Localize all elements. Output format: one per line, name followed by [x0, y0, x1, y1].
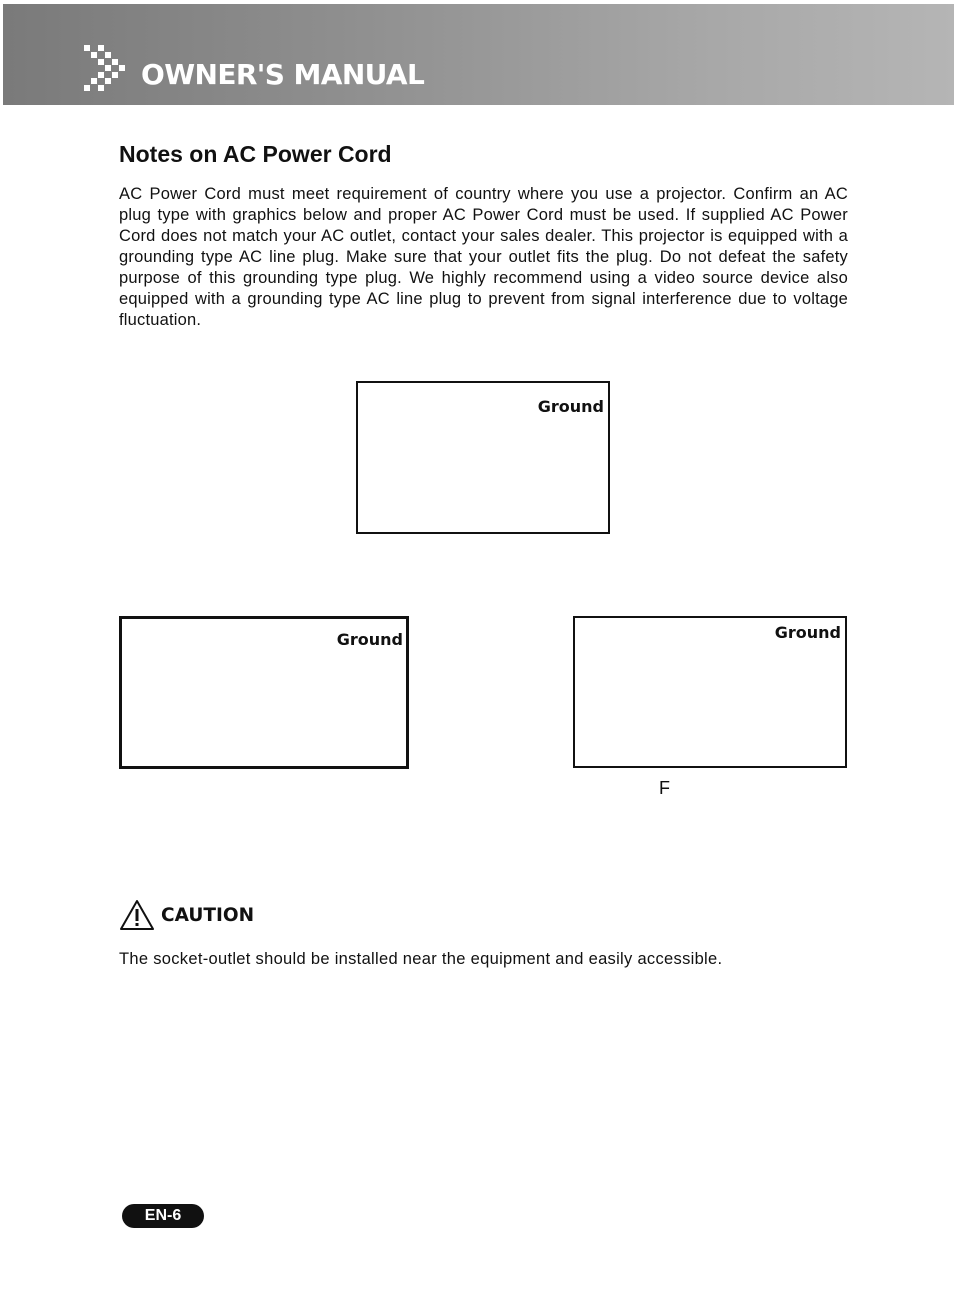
- plug-figure-bottom-right: [573, 616, 847, 768]
- plug-figure-top: [356, 381, 610, 534]
- plug-figure-bottom-left: [119, 616, 409, 769]
- chevron-arrow-icon: [84, 45, 128, 91]
- header-title: OWNER'S MANUAL: [141, 58, 425, 91]
- warning-triangle-icon: [119, 899, 155, 931]
- section-title: Notes on AC Power Cord: [119, 141, 392, 167]
- caution-title: CAUTION: [161, 905, 255, 926]
- caution-text: The socket-outlet should be installed near the equipment and easily accessible.: [119, 950, 723, 968]
- figure-caption-fragment: F: [659, 778, 670, 798]
- ground-label: Ground: [336, 630, 403, 649]
- ground-label: Ground: [537, 397, 604, 416]
- page-number-badge: EN-6: [122, 1204, 204, 1228]
- section-body-text: AC Power Cord must meet requirement of country where you use a projector. Confirm an AC plug type with graphics below and proper AC Power Cord must be used. If supplied AC Power Cord does not match your AC outlet, contact your sales dealer. This projector is equipped with a grounding type AC line plug. Make sure that your outlet fits the plug. Do not defeat the safety purpose of this grounding type plug. We highly recommend using a video source device also equipped with a grounding type AC line plug to prevent from signal interference due to voltage fluctuation.: [119, 185, 848, 329]
- ground-label: Ground: [774, 623, 841, 642]
